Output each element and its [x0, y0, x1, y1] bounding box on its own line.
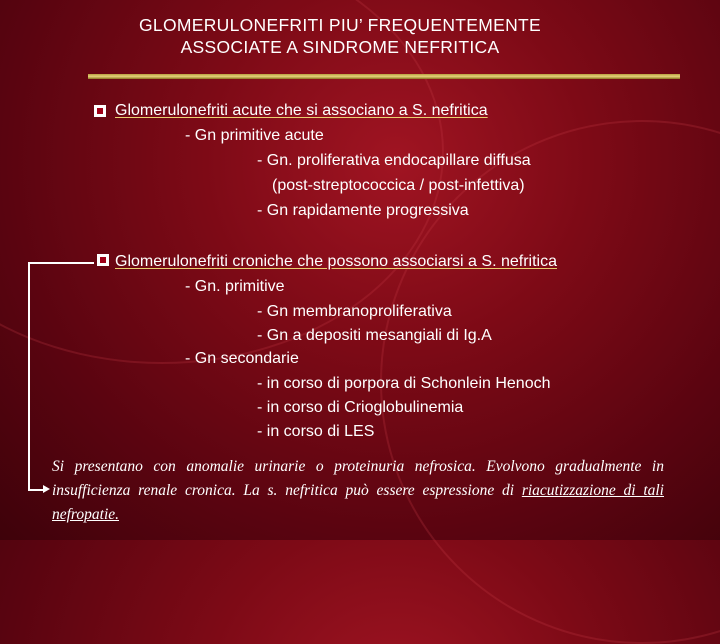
- title-line-2: ASSOCIATE A SINDROME NEFRITICA: [180, 37, 500, 57]
- summary-note: [52, 455, 664, 527]
- title-line-1: GLOMERULONEFRITI PIU’ FREQUENTEMENTE: [139, 15, 541, 35]
- note-text: Si presentano con anomalie urinarie o proteinuria nefrosica. Evolvono gradualmente in insufficienza renale cronica. La s. nefritica può essere espressione di: [52, 458, 664, 499]
- bullet-icon: [97, 254, 109, 266]
- list-item: - Gn primitive acute: [185, 127, 324, 144]
- connector-line: [28, 489, 44, 491]
- list-item: - Gn. primitive: [185, 278, 285, 295]
- bullet-icon: [94, 105, 106, 117]
- section2-heading: Glomerulonefriti croniche che possono associarsi a S. nefritica: [115, 253, 557, 270]
- note-underlined: riacutizzazione di tali nefropatie.: [52, 482, 664, 523]
- list-item: - in corso di LES: [257, 423, 375, 440]
- connector-line: [28, 262, 30, 490]
- list-item: - Gn a depositi mesangiali di Ig.A: [257, 327, 492, 344]
- list-item: - in corso di Crioglobulinemia: [257, 399, 464, 416]
- connector-line: [28, 262, 94, 264]
- arrow-right-icon: [43, 485, 50, 493]
- title-divider: [88, 74, 680, 79]
- slide-title: [40, 14, 640, 58]
- list-item: - in corso di porpora di Schonlein Henoch: [257, 375, 551, 392]
- list-item: (post-streptococcica / post-infettiva): [272, 177, 525, 194]
- list-item: - Gn secondarie: [185, 350, 299, 367]
- section1-heading: Glomerulonefriti acute che si associano a S. nefritica: [115, 102, 488, 119]
- list-item: - Gn membranoproliferativa: [257, 303, 452, 320]
- list-item: - Gn rapidamente progressiva: [257, 202, 469, 219]
- list-item: - Gn. proliferativa endocapillare diffusa: [257, 152, 531, 169]
